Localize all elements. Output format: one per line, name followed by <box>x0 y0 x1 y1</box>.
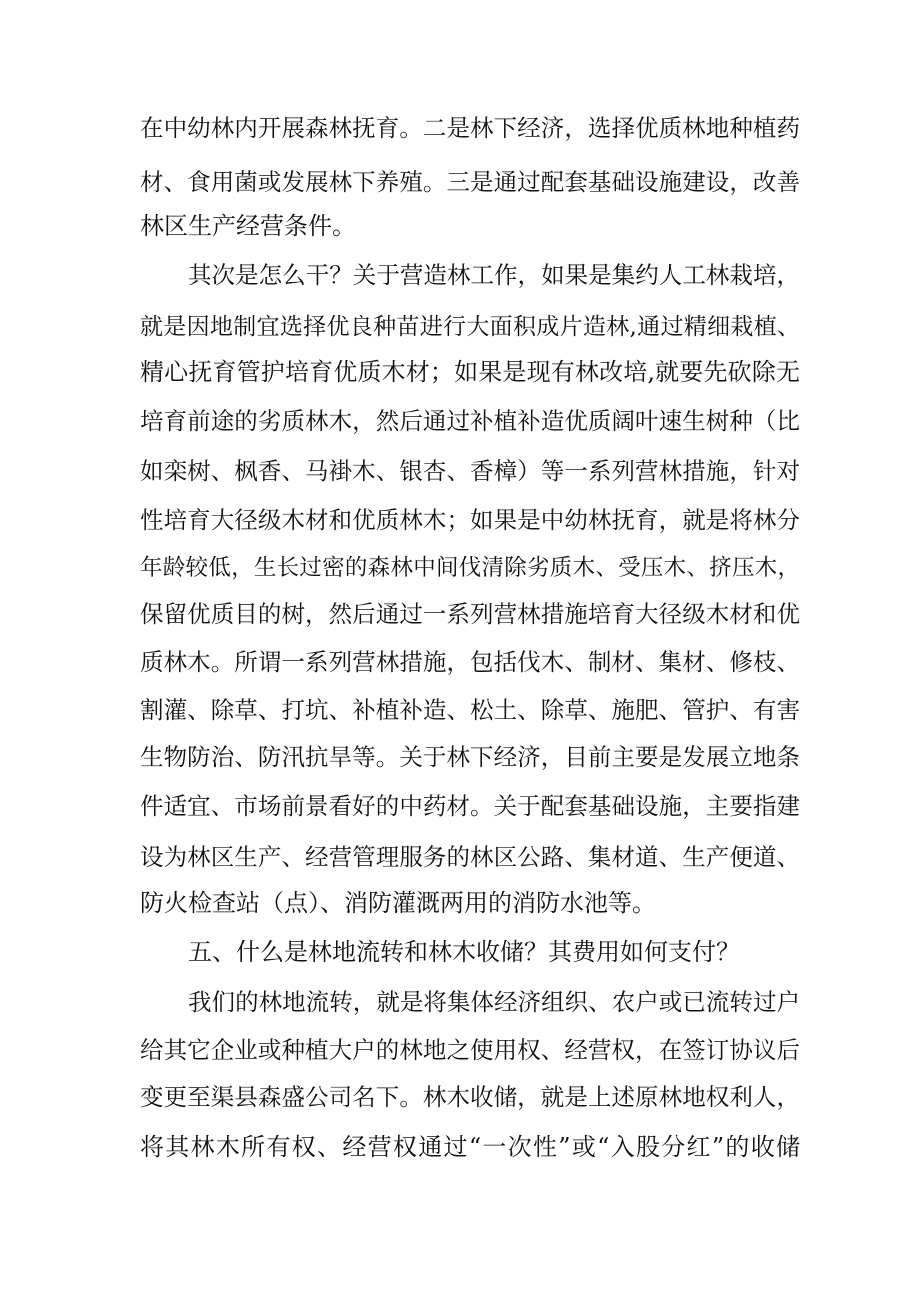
text-line: 割灌、除草、打坑、补植补造、松土、除草、施肥、管护、有害 <box>140 696 800 724</box>
text-line: 年龄较低，生长过密的森林中间伐清除劣质木、受压木、挤压木， <box>140 555 800 581</box>
text-line: 我们的林地流转，就是将集体经济组织、农户或已流转过户 <box>188 988 800 1016</box>
text-line: 防火检查站（点）、消防灌溉两用的消防水池等。 <box>140 889 656 917</box>
text-line: 材、食用菌或发展林下养殖。三是通过配套基础设施建设，改善 <box>140 168 800 196</box>
text-line: 培育前途的劣质林木，然后通过补植补造优质阔叶速生树种（比 <box>140 407 800 435</box>
text-line: 生物防治、防汛抗旱等。关于林下经济，目前主要是发展立地条 <box>140 743 800 771</box>
text-line: 质林木。所谓一系列营林措施，包括伐木、制材、集材、修枝、 <box>140 648 800 676</box>
text-line: 件适宜、市场前景看好的中药材。关于配套基础设施，主要指建 <box>140 792 800 820</box>
text-line: 性培育大径级木材和优质林木；如果是中幼林抚育，就是将林分 <box>140 506 800 534</box>
text-line: 林区生产经营条件。 <box>140 212 356 240</box>
text-line: 变更至渠县森盛公司名下。林木收储，就是上述原林地权利人， <box>140 1083 800 1111</box>
text-line: 将其林木所有权、经营权通过“一次性”或“入股分红”的收储 <box>140 1133 800 1161</box>
text-line: 如栾树、枫香、马褂木、银杏、香樟）等一系列营林措施，针对 <box>140 457 800 485</box>
text-line: 在中幼林内开展森林抚育。二是林下经济，选择优质林地种植药 <box>140 114 800 142</box>
section-heading: 五、什么是林地流转和林木收储？其费用如何支付？ <box>188 938 740 966</box>
text-line: 设为林区生产、经营管理服务的林区公路、集材道、生产便道、 <box>140 843 800 871</box>
text-line: 精心抚育管护培育优质木材；如果是现有林改培,就要先砍除无 <box>140 358 800 386</box>
text-line: 其次是怎么干？关于营造林工作，如果是集约人工林栽培， <box>188 261 800 289</box>
text-line: 保留优质目的树，然后通过一系列营林措施培育大径级木材和优 <box>140 600 800 628</box>
text-line: 给其它企业或种植大户的林地之使用权、经营权，在签订协议后 <box>140 1036 800 1064</box>
text-line: 就是因地制宜选择优良种苗进行大面积成片造林,通过精细栽植、 <box>140 314 800 340</box>
